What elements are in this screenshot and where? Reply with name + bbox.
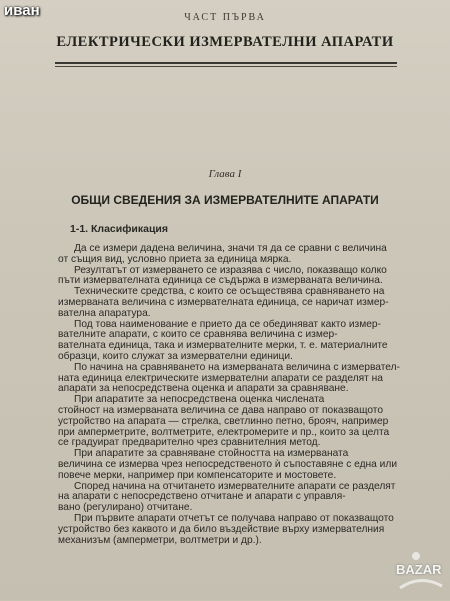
chapter-label: Глава I xyxy=(208,168,242,180)
text-line: Резултатът от измерването се изразява с число, показващо колко xyxy=(74,264,387,276)
text-line: При първите апарати отчетът се получава направо от показващото xyxy=(74,512,394,524)
title-rule-thin xyxy=(55,66,397,67)
text-line: Под това наименование е прието да се обединяват както измер- xyxy=(74,318,381,330)
text-line: апарати за непосредствена оценка и апарати за сравняване. xyxy=(58,383,349,395)
text-line: устройство без каквото и да било въздействие върху измервателния xyxy=(58,523,385,535)
text-line: от същия вид, условно приета за единица мярка. xyxy=(58,253,292,265)
text-line: При апаратите за непосредствена оценка числената xyxy=(74,394,325,406)
chapter-title: ОБЩИ СВЕДЕНИЯ ЗА ИЗМЕРВАТЕЛНИТЕ АПАРАТИ xyxy=(71,193,379,207)
text-line: Според начина на отчитането измервателните апарати се разделят xyxy=(74,480,396,492)
text-line: Да се измери дадена величина, значи тя да се сравни с величина xyxy=(74,243,387,254)
section-heading: 1-1. Класификация xyxy=(70,223,168,235)
text-line: образци, които служат за измервателни единици. xyxy=(58,350,293,362)
bazar-logo xyxy=(394,548,446,596)
text-line: вателните апарати, с които се сравнява величина с измер- xyxy=(58,329,338,341)
text-line: вателната единица, така и измервателните мерки, т. е. материалните xyxy=(58,340,388,352)
text-line: измерваната величина с измервателната единица, се наричат измер- xyxy=(58,296,389,308)
body-text xyxy=(58,244,398,546)
text-line: при амперметрите, волтметрите, електромерите и пр., които за целта xyxy=(58,426,390,438)
text-line: вателна апаратура. xyxy=(58,307,151,319)
title-rule-thick xyxy=(55,62,397,64)
watermark: иван xyxy=(4,2,40,19)
text-line: величина се измерва чрез непосредственото ѝ съпоставяне с една или xyxy=(58,458,398,470)
text-line: вано (регулирано) отчитане. xyxy=(58,502,193,514)
text-line: повече мерки, например при компенсаторите и мостовете. xyxy=(58,469,337,481)
book-title: ЕЛЕКТРИЧЕСКИ ИЗМЕРВАТЕЛНИ АПАРАТИ xyxy=(56,34,394,50)
text-line: пъти измервателната единица се съдържа в измерваната величина. xyxy=(58,275,383,287)
text-line: се градуират предварително чрез сравнителния метод. xyxy=(58,437,321,449)
logo-text: BAZAR xyxy=(396,562,442,577)
text-line: на апарати с непосредствено отчитане и апарати с управля- xyxy=(58,491,346,503)
part-heading: ЧАСТ ПЪРВА xyxy=(184,12,266,23)
text-line: устройство на апарата — стрелка, светлинно петно, брояч, например xyxy=(58,415,389,427)
text-line: По начина на сравняването на измерваната величина с измервател- xyxy=(74,361,400,373)
text-line: стойност на измерваната величина се дава направо от показващото xyxy=(58,404,384,416)
text-line: При апаратите за сравняване стойността на измерваната xyxy=(74,448,349,460)
text-line: Техническите средства, с които се осъществява сравняването на xyxy=(74,286,385,298)
text-line: механизъм (амперметри, волтметри и др.). xyxy=(58,534,262,546)
text-line: ната единица електрическите измервателни апарати се разделят на xyxy=(58,372,383,384)
